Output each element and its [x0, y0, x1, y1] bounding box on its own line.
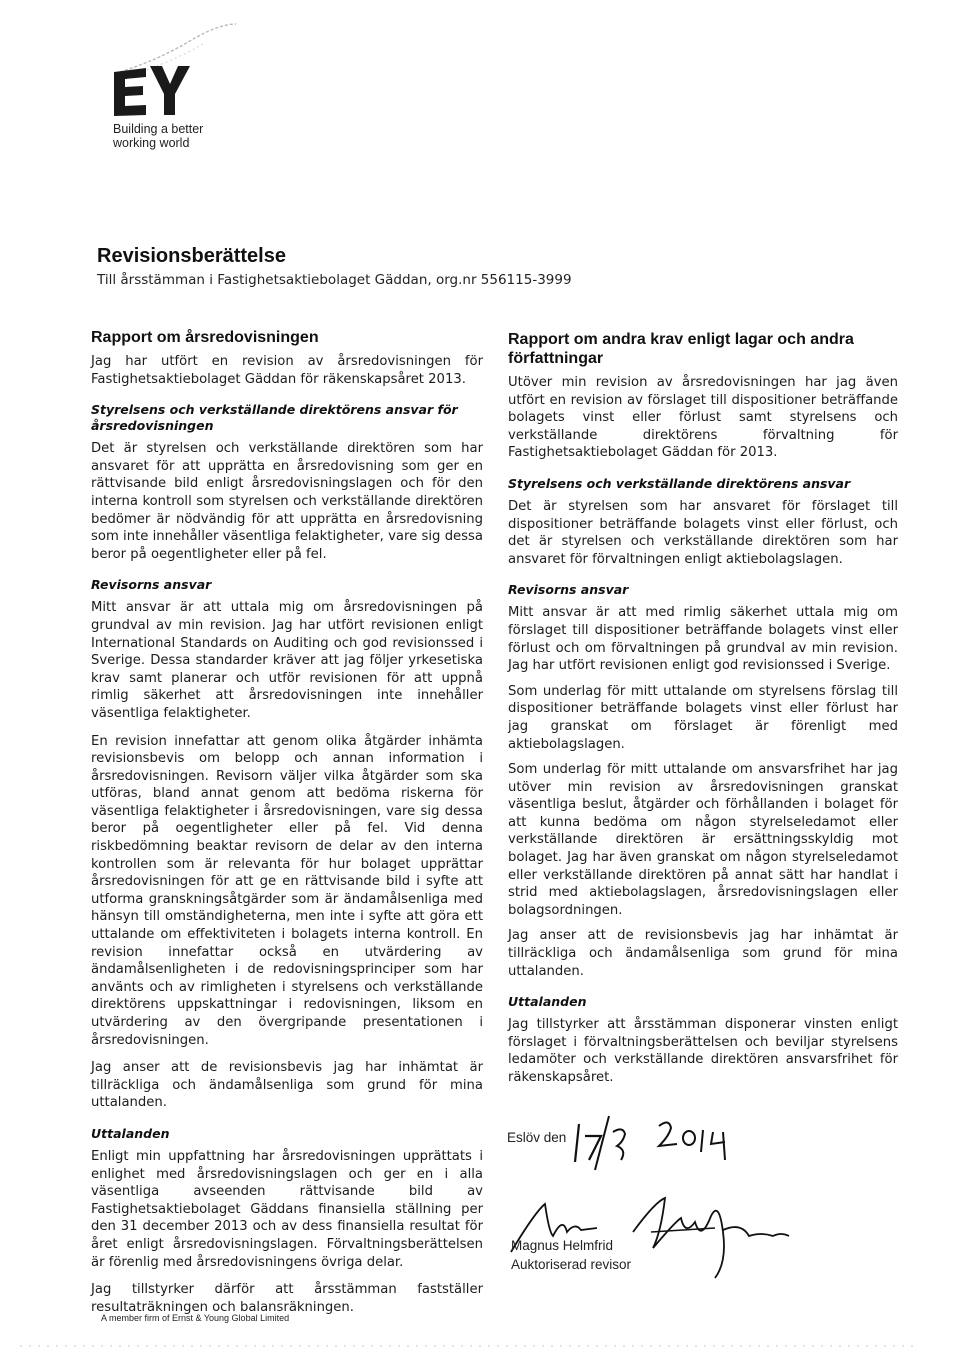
page-title: Revisionsberättelse [97, 245, 286, 267]
right-board-text: Det är styrelsen som har ansvaret för förslaget till dispositioner beträffande bolagets vinst eller förlust, och det är styrelsen och verkställande direktören som har ansvaret för förvaltningen enligt aktiebolagslagen. [508, 498, 898, 567]
right-auditor-heading: Revisorns ansvar [508, 582, 629, 598]
signer-name: Magnus Helmfrid [511, 1238, 614, 1253]
board-responsibility-text: Det är styrelsen och verkställande direktören som har ansvaret för att upprätta en årsredovisning som ger en rättvisande bild enligt årsredovisningslagen och för den interna kontroll som styrelsen och verkställande direktören bedömer är nödvändig för att upprätta en årsredovisning som inte innehåller väsentliga felaktigheter, vare sig dessa beror på oegentligheter eller på fel. [91, 441, 483, 562]
signature-place: Eslöv den [507, 1130, 567, 1145]
right-auditor-p1: Mitt ansvar är att med rimlig säkerhet uttala mig om förslaget till dispositioner beträffande bolagets vinst eller förlust och om förvaltningen på grundval av min revision. Jag har utfört revisionen enligt god revisionssed i Sverige. [508, 605, 898, 674]
right-board-heading: Styrelsens och verkställande direktörens ansvar [508, 475, 851, 491]
annual-report-intro: Jag har utfört en revision av årsredovisningen för Fastighetsaktiebolaget Gäddan för räkenskapsåret 2013. [91, 354, 483, 387]
auditor-responsibility-p3: Jag anser att de revisionsbevis jag har inhämtat är tillräckliga och ändamålsenliga som grund för mina uttalanden. [91, 1060, 483, 1111]
statements-p1: Enligt min uppfattning har årsredovisningen upprättats i enlighet med årsredovisningslagen och ger en i alla väsentliga avseenden rättvisande bild av Fastighetsaktiebolaget Gäddans finansiella ställning per den 31 december 2013 och av dess finansiella resultat för året enligt årsredovisningslagen. Förvaltningsberättelsen är förenlig med årsredovisningens övriga delar. [91, 1148, 483, 1270]
tagline-line-1: Building a better [113, 122, 204, 136]
footer-note: A member firm of Ernst & Young Global Limited [101, 1313, 290, 1323]
statements-p2: Jag tillstyrker därför att årsstämman fastställer resultaträkningen och balansräkningen. [91, 1282, 483, 1315]
right-column [508, 330, 898, 1097]
page-subtitle: Till årsstämman i Fastighetsaktiebolaget Gäddan, org.nr 556115-3999 [97, 272, 572, 288]
logo-tagline [113, 122, 203, 150]
auditor-responsibility-p2: En revision innefattar att genom olika åtgärder inhämta revisionsbevis om belopp och annan information i årsredovisningen. Revisorn väljer vilka åtgärder som ska utföras, bland annat genom att bedöma riskerna för väsentliga felaktigheter i årsredovisningen, vare sig dessa beror på oegentligheter eller på fel. Vid denna riskbedömning beaktar revisorn de delar av den interna kontrollen som är relevanta för hur bolaget upprättar årsredovisningen för att ge en rättvisande bild i syfte att utforma granskningsåtgärder som är ändamålsenliga med hänsyn till omständigheterna, men inte i syfte att göra ett uttalande om effektiviteten i bolagets interna kontroll. En revision innefattar också en utvärdering av ändamålsenligheten i de redovisningsprinciper som har använts och av rimligheten i styrelsens och verkställande direktörens uppskattningar i redovisningen, liksom en utvärdering av den övergripande presentationen i årsredovisningen. [91, 733, 483, 1048]
other-requirements-heading: Rapport om andra krav enligt lagar och andra författningar [508, 331, 854, 367]
board-responsibility-heading: Styrelsens och verkställande direktörens ansvar för årsredovisningen [91, 402, 458, 434]
ey-logo [112, 62, 192, 120]
right-statements-heading: Uttalanden [508, 994, 587, 1010]
signer-role: Auktoriserad revisor [511, 1257, 632, 1272]
left-column [91, 328, 483, 1326]
right-auditor-p4: Jag anser att de revisionsbevis jag har inhämtat är tillräckliga och ändamålsenliga som grund för mina uttalanden. [508, 928, 898, 979]
right-statements-p1: Jag tillstyrker att årsstämman disponerar vinsten enligt förslaget i förvaltningsberättelsen och beviljar styrelsens ledamöter och verkställande direktören ansvarsfrihet för räkenskapsåret. [508, 1017, 898, 1085]
other-requirements-intro: Utöver min revision av årsredovisningen har jag även utfört en revision av förslaget till dispositioner beträffande bolagets vinst eller förlust samt styrelsens och verkställande direktörens förvaltning för Fastighetsaktiebolaget Gäddan för 2013. [508, 375, 898, 461]
tagline-line-2: working world [113, 136, 190, 150]
handwritten-date [565, 1102, 765, 1172]
auditor-responsibility-p1: Mitt ansvar är att uttala mig om årsredovisningen på grundval av min revision. Jag har utfört revisionen enligt International Standards on Auditing och god revisionssed i Sverige. Dessa standarder kräver att jag följer yrkesetiska krav samt planerar och utför revisionen för att uppnå rimlig säkerhet att årsredovisningen inte innehåller väsentliga felaktigheter. [91, 600, 483, 721]
scan-edge-noise [20, 1340, 920, 1350]
right-auditor-p2: Som underlag för mitt uttalande om styrelsens förslag till dispositioner beträffande bolagets vinst eller förlust har jag granskat om förslaget är förenligt med aktiebolagslagen. [508, 683, 898, 752]
auditor-responsibility-heading: Revisorns ansvar [91, 577, 212, 593]
statements-heading: Uttalanden [91, 1125, 170, 1141]
annual-report-heading: Rapport om årsredovisningen [91, 329, 319, 346]
signer-block [511, 1236, 631, 1274]
right-auditor-p3: Som underlag för mitt uttalande om ansvarsfrihet har jag utöver min revision av årsredovisningen granskat väsentliga beslut, åtgärder och förhållanden i bolaget för att kunna bedöma om någon styrelseledamot eller verkställande direktören är ersättningsskyldig mot bolaget. Jag har även granskat om någon styrelseledamot eller verkställande direktören på annat sätt har handlat i strid med aktiebolagslagen, årsredovisningslagen eller bolagsordningen. [508, 762, 898, 918]
